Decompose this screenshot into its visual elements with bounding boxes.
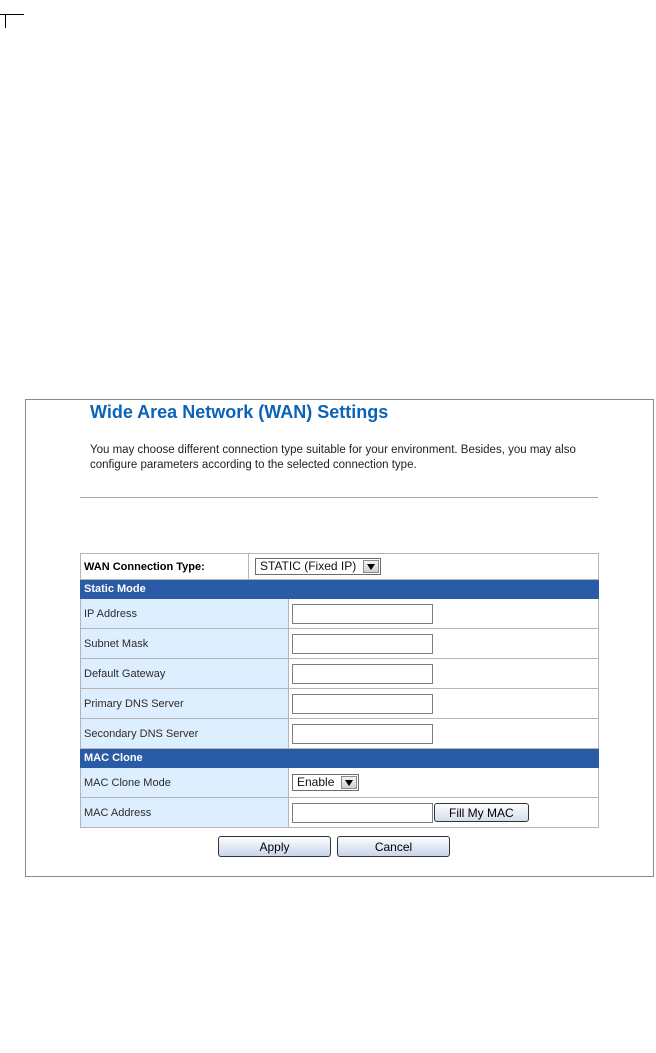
fill-my-mac-button[interactable]: Fill My MAC [434, 803, 529, 822]
chevron-down-icon [363, 560, 379, 573]
mac-clone-mode-row [81, 768, 599, 798]
wan-connection-type-select[interactable] [255, 558, 381, 575]
mac-clone-mode-label: MAC Clone Mode [81, 768, 289, 798]
mac-clone-mode-value: Enable [297, 775, 335, 789]
default-gateway-label: Default Gateway [81, 659, 289, 689]
subnet-mask-row [81, 629, 599, 659]
secondary-dns-row [81, 719, 599, 749]
mac-clone-section-header [81, 749, 599, 768]
wan-settings-table [80, 553, 599, 828]
divider [80, 497, 598, 498]
intro-text: You may choose different connection type suitable for your environment. Besides, you may also configure parameters according to the selected connection type. [90, 444, 576, 471]
primary-dns-row [81, 689, 599, 719]
page-corner-mark [0, 0, 24, 28]
primary-dns-label: Primary DNS Server [81, 689, 289, 719]
mac-address-label: MAC Address [81, 798, 289, 828]
mac-clone-mode-select[interactable] [292, 774, 359, 791]
primary-dns-input[interactable] [292, 694, 433, 714]
ip-address-input[interactable] [292, 604, 433, 624]
wan-connection-type-label: WAN Connection Type: [81, 554, 249, 580]
mac-clone-title: MAC Clone [81, 749, 599, 768]
default-gateway-row [81, 659, 599, 689]
mac-address-input[interactable] [292, 803, 433, 823]
page-title: Wide Area Network (WAN) Settings [90, 402, 389, 422]
apply-button[interactable]: Apply [218, 836, 331, 857]
chevron-down-icon [341, 776, 357, 789]
wan-connection-type-row [81, 554, 599, 580]
static-mode-title: Static Mode [81, 580, 599, 599]
ip-address-label: IP Address [81, 599, 289, 629]
router-settings-screenshot [25, 399, 654, 877]
cancel-button[interactable]: Cancel [337, 836, 450, 857]
static-mode-section-header [81, 580, 599, 599]
wan-connection-type-value: STATIC (Fixed IP) [260, 559, 357, 573]
default-gateway-input[interactable] [292, 664, 433, 684]
ip-address-row [81, 599, 599, 629]
secondary-dns-label: Secondary DNS Server [81, 719, 289, 749]
mac-address-row [81, 798, 599, 828]
form-actions [218, 836, 450, 857]
subnet-mask-label: Subnet Mask [81, 629, 289, 659]
secondary-dns-input[interactable] [292, 724, 433, 744]
subnet-mask-input[interactable] [292, 634, 433, 654]
